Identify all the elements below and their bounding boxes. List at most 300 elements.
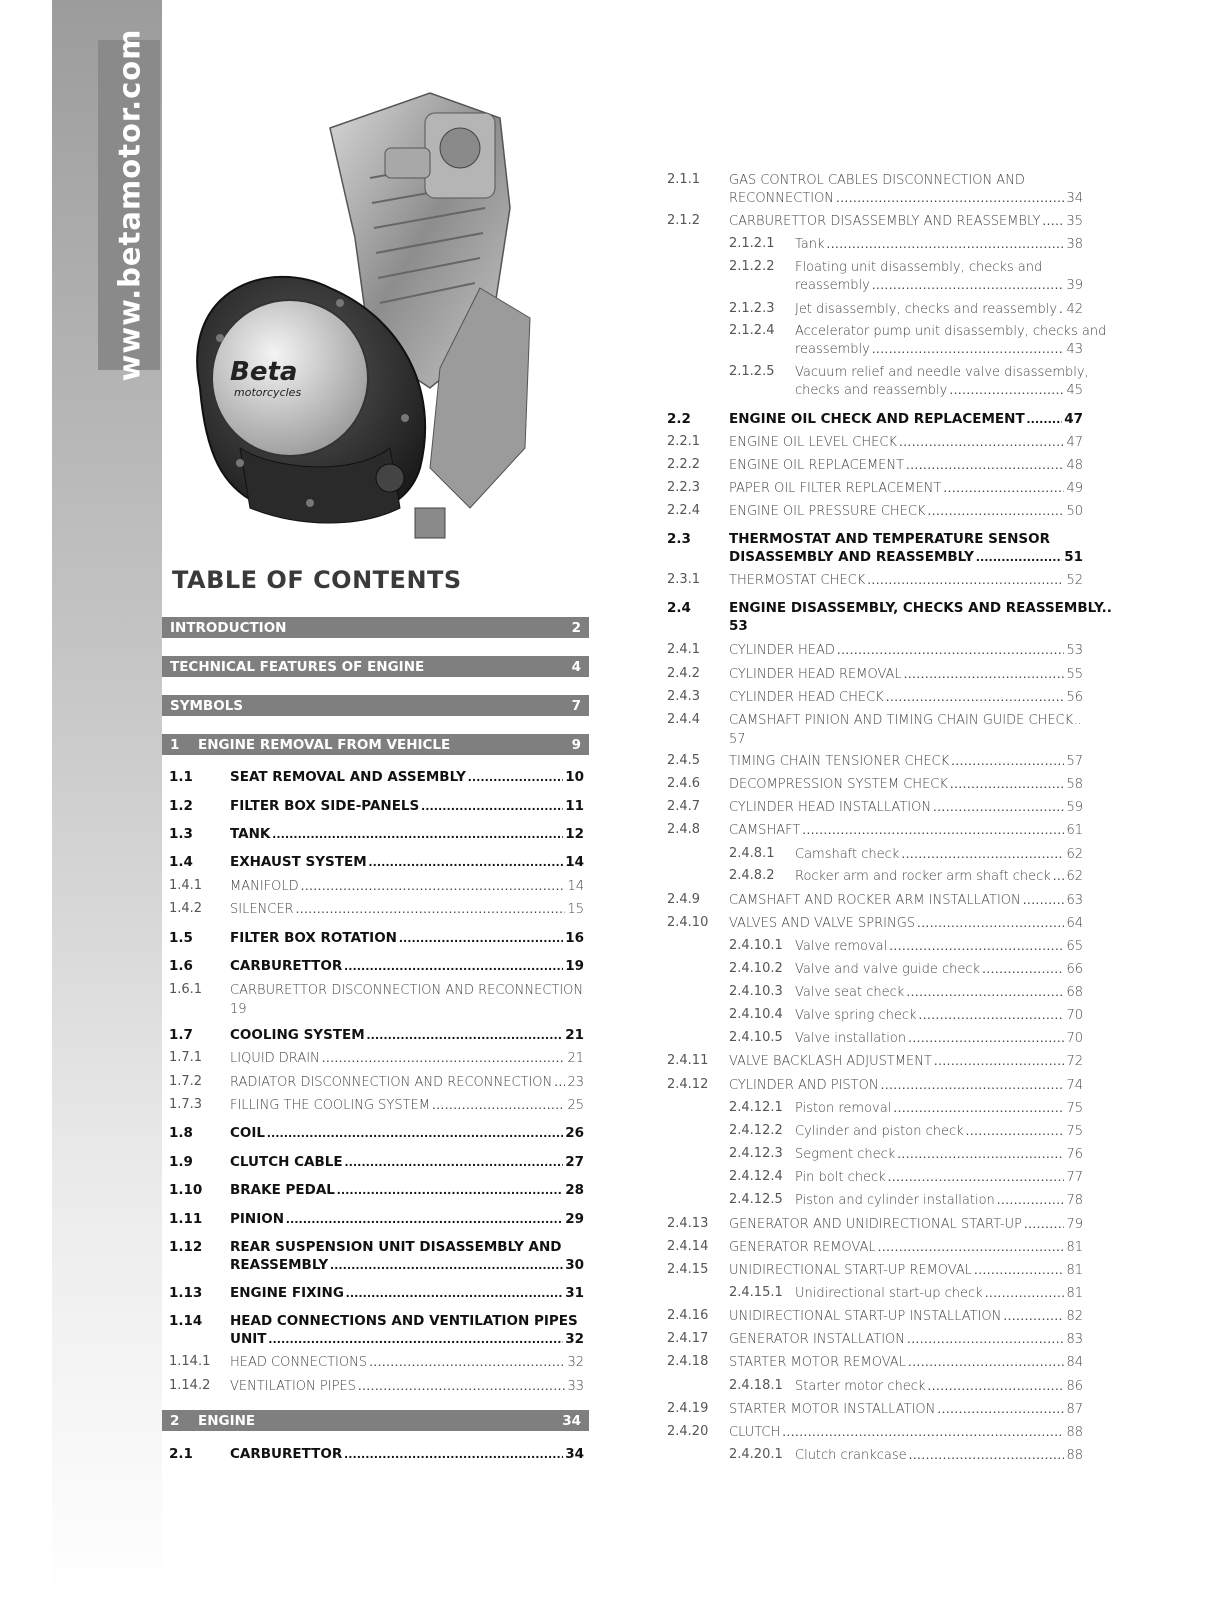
toc-entry-title: FILTER BOX SIDE-PANELS bbox=[230, 798, 420, 814]
toc-entry-page: 83 bbox=[1066, 1332, 1083, 1347]
section-bar-symbols[interactable] bbox=[162, 695, 589, 716]
toc-entry-leader-dots bbox=[901, 845, 1064, 863]
toc-entry-title: CYLINDER HEAD REMOVAL bbox=[729, 667, 902, 682]
toc-entry-leader-dots bbox=[1053, 867, 1065, 885]
toc-entry-number: 1.6.1 bbox=[169, 982, 203, 997]
toc-entry-title-line bbox=[230, 1353, 584, 1372]
toc-entry-number: 1.2 bbox=[169, 798, 193, 814]
toc-entry-title: Starter motor check bbox=[795, 1379, 926, 1394]
toc-entry-title-line bbox=[729, 1307, 1083, 1326]
toc-entry-title: UNIDIRECTIONAL START-UP REMOVAL bbox=[729, 1263, 972, 1278]
toc-entry-page: 31 bbox=[565, 1285, 584, 1301]
toc-entry-text-block bbox=[729, 571, 1083, 590]
toc-entry-leader-dots bbox=[881, 1076, 1065, 1094]
toc-entry-title: Piston removal bbox=[795, 1101, 892, 1116]
toc-entry-text-block bbox=[230, 1124, 584, 1142]
toc-entry-number: 2.4.10.1 bbox=[729, 938, 783, 953]
toc-entry-page: 29 bbox=[565, 1211, 584, 1227]
toc-entry-text-block bbox=[230, 797, 584, 815]
toc-entry-number: 1.12 bbox=[169, 1239, 203, 1255]
toc-entry-title: FILTER BOX ROTATION bbox=[230, 930, 397, 946]
toc-entry-title-line bbox=[729, 433, 1083, 452]
toc-entry-number: 2.4.14 bbox=[667, 1239, 709, 1254]
toc-entry-title: FILLING THE COOLING SYSTEM bbox=[230, 1098, 430, 1113]
toc-entry-title-line bbox=[230, 1445, 584, 1463]
toc-entry-text-block bbox=[729, 599, 1112, 635]
section-bar-technical-features[interactable] bbox=[162, 656, 589, 677]
toc-entry-text-block bbox=[230, 1049, 584, 1068]
toc-entry-title-line bbox=[230, 1284, 584, 1302]
toc-entry-title: CLUTCH CABLE bbox=[230, 1154, 343, 1170]
toc-entry-number: 2.4.3 bbox=[667, 689, 701, 704]
toc-entry-page: 10 bbox=[565, 769, 584, 785]
toc-entry-text-block bbox=[729, 752, 1083, 771]
toc-entry-title-line bbox=[230, 1256, 584, 1274]
toc-entry-page: 53 bbox=[1066, 643, 1083, 658]
toc-entry-title: MANIFOLD bbox=[230, 879, 299, 894]
toc-entry-page: 72 bbox=[1066, 1054, 1083, 1069]
toc-entry-number: 2.4.18.1 bbox=[729, 1378, 783, 1393]
toc-entry-title: SEAT REMOVAL AND ASSEMBLY bbox=[230, 769, 466, 785]
toc-entry-leader-dots bbox=[358, 1377, 566, 1395]
toc-entry-page: 27 bbox=[565, 1154, 584, 1170]
toc-entry-title-line bbox=[795, 1377, 1083, 1396]
toc-entry-number: 2.4 bbox=[667, 600, 691, 616]
toc-entry-page: 62 bbox=[1066, 847, 1083, 862]
toc-entry-number: 2.4.2 bbox=[667, 666, 701, 681]
toc-entry-number: 2.2.1 bbox=[667, 434, 701, 449]
toc-entry-number: 2.1.2.4 bbox=[729, 323, 775, 338]
toc-entry-leader-dots bbox=[369, 1353, 565, 1371]
toc-entry-title-line1 bbox=[795, 322, 1107, 340]
toc-entry-title-line bbox=[230, 768, 584, 786]
toc-entry-title: LIQUID DRAIN bbox=[230, 1051, 320, 1066]
section-bar-number: 2 bbox=[170, 1412, 180, 1429]
toc-entry-leader-dots bbox=[1003, 1307, 1064, 1325]
section-bar-label: ENGINE REMOVAL FROM VEHICLE bbox=[198, 736, 451, 753]
toc-entry-title: ENGINE OIL REPLACEMENT bbox=[729, 458, 905, 473]
toc-entry-text-block bbox=[230, 1210, 584, 1228]
toc-entry-text-block bbox=[795, 867, 1083, 886]
toc-entry-title-line bbox=[729, 665, 1083, 684]
toc-entry-title-line bbox=[795, 1446, 1083, 1465]
toc-entry-leader-dots bbox=[974, 1261, 1064, 1279]
toc-entry-title-line bbox=[729, 1215, 1083, 1234]
toc-entry-title: UNIDIRECTIONAL START-UP INSTALLATION bbox=[729, 1309, 1002, 1324]
toc-entry-title-line1 bbox=[729, 171, 1083, 189]
toc-entry-title-line1 bbox=[230, 1238, 584, 1256]
toc-entry-number: 2.4.12.5 bbox=[729, 1192, 783, 1207]
toc-entry-number: 1.8 bbox=[169, 1125, 193, 1141]
toc-entry-text-block bbox=[729, 914, 1083, 933]
toc-entry-page: 88 bbox=[1066, 1425, 1083, 1440]
toc-entry-leader-dots bbox=[934, 1052, 1065, 1070]
toc-entry-text-block bbox=[795, 983, 1083, 1002]
toc-entry-title: CYLINDER AND PISTON bbox=[729, 1078, 879, 1093]
toc-entry-page: 81 bbox=[1066, 1263, 1083, 1278]
toc-entry-text-block bbox=[795, 258, 1083, 295]
toc-entry-text-block bbox=[795, 1029, 1083, 1048]
toc-entry-leader-dots bbox=[906, 983, 1064, 1001]
toc-entry-text-block bbox=[795, 937, 1083, 956]
toc-entry-title-line bbox=[230, 1181, 584, 1199]
toc-entry-text-block bbox=[729, 530, 1083, 566]
toc-entry-leader-dots bbox=[937, 1400, 1064, 1418]
toc-entry-text-block bbox=[230, 1312, 584, 1348]
toc-entry-title-line bbox=[230, 1330, 584, 1348]
toc-entry-leader-dots bbox=[267, 1124, 563, 1142]
toc-entry-leader-dots bbox=[966, 1122, 1065, 1140]
toc-entry-leader-dots bbox=[782, 1423, 1064, 1441]
toc-entry-title-line1 bbox=[795, 258, 1083, 276]
toc-entry-page: 47 bbox=[1066, 435, 1083, 450]
toc-entry-text-block bbox=[729, 798, 1083, 817]
toc-entry-number: 2.3.1 bbox=[667, 572, 701, 587]
toc-entry-title-line bbox=[230, 1026, 584, 1044]
toc-entry-title-line bbox=[729, 571, 1083, 590]
toc-entry-page: 11 bbox=[565, 798, 584, 814]
toc-entry-leader-dots bbox=[296, 900, 566, 918]
toc-entry-title-line1-text: HEAD CONNECTIONS AND VENTILATION PIPES bbox=[230, 1313, 578, 1329]
toc-entry-leader-dots bbox=[933, 798, 1064, 816]
toc-entry-number: 2.4.20 bbox=[667, 1424, 709, 1439]
toc-entry-title-line bbox=[729, 752, 1083, 771]
toc-entry-page: 47 bbox=[1064, 411, 1083, 427]
toc-entry-title-line1 bbox=[795, 363, 1089, 381]
toc-entry-title-line bbox=[795, 867, 1083, 886]
toc-entry-number: 2.4.13 bbox=[667, 1216, 709, 1231]
toc-entry-leader-dots bbox=[554, 1073, 565, 1091]
section-bar-label: ENGINE bbox=[198, 1412, 256, 1429]
toc-entry-page: 28 bbox=[565, 1182, 584, 1198]
toc-entry-title-line bbox=[795, 340, 1083, 359]
engine-subbrand-logo: motorcycles bbox=[234, 386, 302, 399]
toc-entry-text-block bbox=[230, 1096, 584, 1115]
toc-entry-leader-dots bbox=[950, 775, 1065, 793]
toc-entry-page: 56 bbox=[1066, 690, 1083, 705]
toc-entry-text-block bbox=[729, 1330, 1083, 1349]
toc-entry-title: CARBURETTOR bbox=[230, 1446, 343, 1462]
toc-entry-leader-dots bbox=[286, 1210, 563, 1228]
toc-entry-text-block bbox=[729, 688, 1083, 707]
toc-entry-title-line bbox=[230, 853, 584, 871]
toc-entry-leader-dots bbox=[927, 1377, 1064, 1395]
toc-entry-leader-dots bbox=[837, 641, 1065, 659]
toc-entry-title-line bbox=[795, 300, 1083, 319]
toc-entry-text-block bbox=[729, 212, 1083, 231]
toc-entry-page: 43 bbox=[1066, 342, 1083, 357]
toc-entry-number: 2.4.12.1 bbox=[729, 1100, 783, 1115]
toc-entry-page: 59 bbox=[1066, 800, 1083, 815]
toc-entry-page: 32 bbox=[567, 1355, 584, 1370]
toc-entry-leader-dots bbox=[985, 1284, 1065, 1302]
toc-entry-title: HEAD CONNECTIONS bbox=[230, 1355, 368, 1370]
toc-entry-leader-dots bbox=[951, 752, 1064, 770]
toc-entry-title-line bbox=[795, 845, 1083, 864]
toc-entry-text-block bbox=[230, 1181, 584, 1199]
toc-entry-text-block bbox=[795, 300, 1083, 319]
toc-entry-page: 21 bbox=[567, 1051, 584, 1066]
toc-entry-text-block bbox=[795, 322, 1107, 359]
toc-entry-leader-dots bbox=[344, 1445, 563, 1463]
toc-entry-text-block bbox=[230, 768, 584, 786]
toc-entry-number: 1.4 bbox=[169, 854, 193, 870]
toc-entry-page: 70 bbox=[1066, 1008, 1083, 1023]
toc-entry-page: 33 bbox=[567, 1379, 584, 1394]
toc-entry-number: 2.3 bbox=[667, 531, 691, 547]
toc-entry-number: 1.6 bbox=[169, 958, 193, 974]
toc-entry-leader-dots bbox=[949, 381, 1064, 399]
toc-entry-number: 1.7.1 bbox=[169, 1050, 203, 1065]
toc-entry-number: 2.4.11 bbox=[667, 1053, 709, 1068]
engine-brand-logo: Beta bbox=[230, 357, 298, 387]
toc-entry-title: CARBURETTOR DISCONNECTION AND RECONNECTION bbox=[230, 983, 584, 998]
toc-entry-leader-dots bbox=[301, 877, 566, 895]
toc-entry-title-line bbox=[230, 1377, 584, 1396]
toc-entry-leader-dots bbox=[909, 1446, 1065, 1464]
toc-entry-number: 2.4.1 bbox=[667, 642, 701, 657]
toc-entry-title-line bbox=[230, 1049, 584, 1068]
toc-entry-title: ENGINE OIL CHECK AND REPLACEMENT bbox=[729, 411, 1025, 427]
toc-entry-number: 1.5 bbox=[169, 930, 193, 946]
toc-entry-page: 19 bbox=[565, 958, 584, 974]
toc-entry-title: THERMOSTAT CHECK bbox=[729, 573, 866, 588]
toc-entry-page: 26 bbox=[565, 1125, 584, 1141]
toc-entry-title: UNIT bbox=[230, 1331, 267, 1347]
toc-entry-text-block bbox=[729, 665, 1083, 684]
toc-entry-text-block bbox=[795, 1145, 1083, 1164]
toc-entry-number: 1.14.2 bbox=[169, 1378, 211, 1393]
section-bar-engine-removal[interactable] bbox=[162, 734, 589, 755]
toc-entry-title-line bbox=[729, 711, 1083, 730]
toc-entry-leader-dots bbox=[943, 479, 1064, 497]
section-bar-introduction[interactable] bbox=[162, 617, 589, 638]
toc-entry-page-line bbox=[729, 617, 1083, 635]
toc-entry-title: CAMSHAFT AND ROCKER ARM INSTALLATION bbox=[729, 893, 1021, 908]
toc-entry-title-line bbox=[795, 1168, 1083, 1187]
toc-entry-page: 74 bbox=[1066, 1078, 1083, 1093]
toc-entry-text-block bbox=[230, 1153, 584, 1171]
toc-entry-number: 2.4.8.1 bbox=[729, 846, 775, 861]
toc-entry-page: 84 bbox=[1066, 1355, 1083, 1370]
toc-entry-page: 45 bbox=[1066, 383, 1083, 398]
toc-entry-text-block bbox=[230, 1026, 584, 1044]
toc-entry-title-line1-text: REAR SUSPENSION UNIT DISASSEMBLY AND bbox=[230, 1239, 562, 1255]
toc-entry-title-line bbox=[795, 1029, 1083, 1048]
toc-entry-page: 53 bbox=[729, 618, 748, 634]
toc-entry-page: 77 bbox=[1066, 1170, 1083, 1185]
toc-entry-title: EXHAUST SYSTEM bbox=[230, 854, 367, 870]
toc-entry-page: 88 bbox=[1066, 1448, 1083, 1463]
toc-entry-number: 1.13 bbox=[169, 1285, 203, 1301]
toc-entry-text-block bbox=[729, 479, 1083, 498]
toc-entry-page: 61 bbox=[1066, 823, 1083, 838]
toc-entry-title: Unidirectional start-up check bbox=[795, 1286, 983, 1301]
toc-entry-page: 57 bbox=[1066, 754, 1083, 769]
toc-entry-leader-dots bbox=[906, 456, 1064, 474]
toc-entry-title: CAMSHAFT PINION AND TIMING CHAIN GUIDE CHECK.. bbox=[729, 713, 1082, 728]
toc-entry-title: Segment check bbox=[795, 1147, 896, 1162]
toc-entry-title: Tank bbox=[795, 237, 825, 252]
toc-entry-page: 12 bbox=[565, 826, 584, 842]
toc-entry-title: SILENCER bbox=[230, 902, 294, 917]
section-bar-page: 34 bbox=[562, 1412, 581, 1429]
toc-entry-number: 1.10 bbox=[169, 1182, 203, 1198]
toc-entry-text-block bbox=[230, 1353, 584, 1372]
toc-entry-leader-dots bbox=[976, 548, 1062, 566]
toc-entry-number: 2.4.5 bbox=[667, 753, 701, 768]
toc-entry-leader-dots bbox=[997, 1191, 1065, 1209]
section-bar-engine[interactable] bbox=[162, 1410, 589, 1431]
section-bar-page: 4 bbox=[571, 658, 581, 675]
toc-entry-page: 75 bbox=[1066, 1124, 1083, 1139]
toc-entry-title-line bbox=[230, 900, 584, 919]
toc-entry-number: 2.4.9 bbox=[667, 892, 701, 907]
toc-entry-page: 23 bbox=[567, 1075, 584, 1090]
toc-entry-text-block bbox=[230, 929, 584, 947]
toc-entry-title-line bbox=[729, 641, 1083, 660]
toc-entry-title-line bbox=[729, 502, 1083, 521]
toc-entry-number: 1.7.3 bbox=[169, 1097, 203, 1112]
toc-entry-leader-dots bbox=[1027, 410, 1063, 428]
toc-entry-number: 1.14.1 bbox=[169, 1354, 211, 1369]
toc-entry-title: GENERATOR AND UNIDIRECTIONAL START-UP bbox=[729, 1217, 1022, 1232]
toc-entry-text-block bbox=[795, 1006, 1083, 1025]
toc-entry-number: 1.3 bbox=[169, 826, 193, 842]
side-url[interactable] bbox=[98, 28, 160, 382]
toc-entry-number: 2.4.4 bbox=[667, 712, 701, 727]
toc-entry-title: Cylinder and piston check bbox=[795, 1124, 964, 1139]
toc-entry-number: 1.11 bbox=[169, 1211, 203, 1227]
toc-entry-page: 42 bbox=[1066, 302, 1083, 317]
toc-entry-number: 2.4.7 bbox=[667, 799, 701, 814]
toc-entry-leader-dots bbox=[269, 1330, 564, 1348]
toc-entry-number: 2.4.15 bbox=[667, 1262, 709, 1277]
toc-entry-page: 81 bbox=[1066, 1286, 1083, 1301]
toc-entry-page: 78 bbox=[1066, 1193, 1083, 1208]
toc-entry-text-block bbox=[795, 1446, 1083, 1465]
toc-entry-page: 16 bbox=[565, 930, 584, 946]
toc-entry-number: 1.1 bbox=[169, 769, 193, 785]
toc-entry-title: DISASSEMBLY AND REASSEMBLY bbox=[729, 549, 974, 565]
toc-entry-page-line bbox=[230, 1000, 584, 1019]
toc-entry-number: 2.4.20.1 bbox=[729, 1447, 783, 1462]
toc-entry-title-line bbox=[230, 1124, 584, 1142]
toc-entry-text-block bbox=[230, 1445, 584, 1463]
toc-entry-text-block bbox=[729, 1423, 1083, 1442]
toc-entry-text-block bbox=[795, 1191, 1083, 1210]
toc-entry-title-line bbox=[795, 235, 1083, 254]
toc-entry-text-block bbox=[729, 1353, 1083, 1372]
toc-entry-number: 2.4.8 bbox=[667, 822, 701, 837]
toc-entry-page: 52 bbox=[1066, 573, 1083, 588]
toc-entry-title: Valve removal bbox=[795, 939, 888, 954]
toc-entry-leader-dots bbox=[889, 937, 1064, 955]
toc-entry-page: 39 bbox=[1066, 278, 1083, 293]
toc-entry-title-line1 bbox=[230, 1312, 584, 1330]
toc-entry-title: STARTER MOTOR INSTALLATION bbox=[729, 1402, 936, 1417]
toc-entry-title: ENGINE OIL LEVEL CHECK bbox=[729, 435, 897, 450]
toc-entry-leader-dots bbox=[399, 929, 563, 947]
toc-entry-title-line bbox=[729, 479, 1083, 498]
toc-entry-page: 51 bbox=[1064, 549, 1083, 565]
toc-entry-title-line bbox=[729, 914, 1083, 933]
toc-entry-number: 1.4.1 bbox=[169, 878, 203, 893]
toc-entry-number: 2.2.4 bbox=[667, 503, 701, 518]
toc-entry-text-block bbox=[729, 1307, 1083, 1326]
toc-entry-title: Clutch crankcase bbox=[795, 1448, 907, 1463]
toc-entry-leader-dots bbox=[917, 914, 1064, 932]
toc-entry-title: Piston and cylinder installation bbox=[795, 1193, 995, 1208]
toc-entry-text-block bbox=[795, 960, 1083, 979]
toc-entry-title-line bbox=[729, 599, 1112, 617]
toc-entry-number: 2.4.12.4 bbox=[729, 1169, 783, 1184]
toc-entry-title: CLUTCH bbox=[729, 1425, 781, 1440]
toc-entry-title-line bbox=[230, 1210, 584, 1228]
toc-entry-leader-dots bbox=[346, 1284, 563, 1302]
toc-entry-number: 2.4.12.3 bbox=[729, 1146, 783, 1161]
toc-entry-page: 30 bbox=[565, 1257, 584, 1273]
toc-entry-title: TANK bbox=[230, 826, 271, 842]
toc-entry-text-block bbox=[729, 1400, 1083, 1419]
toc-entry-title: STARTER MOTOR REMOVAL bbox=[729, 1355, 906, 1370]
toc-entry-page: 87 bbox=[1066, 1402, 1083, 1417]
toc-entry-leader-dots bbox=[322, 1049, 566, 1067]
toc-entry-text-block bbox=[230, 981, 584, 1019]
toc-entry-title: REASSEMBLY bbox=[230, 1257, 329, 1273]
toc-entry-title-line bbox=[729, 798, 1083, 817]
toc-entry-title: Valve and valve guide check bbox=[795, 962, 981, 977]
toc-entry-title: reassembly bbox=[795, 278, 870, 293]
toc-entry-leader-dots bbox=[867, 571, 1064, 589]
toc-entry-page: 76 bbox=[1066, 1147, 1083, 1162]
toc-entry-leader-dots bbox=[888, 1168, 1065, 1186]
toc-entry-leader-dots bbox=[878, 1238, 1065, 1256]
toc-entry-number: 1.9 bbox=[169, 1154, 193, 1170]
toc-entry-title: PINION bbox=[230, 1211, 285, 1227]
side-url-text: www.betamotor.com bbox=[112, 28, 146, 382]
toc-entry-leader-dots bbox=[908, 1029, 1064, 1047]
toc-entry-page: 49 bbox=[1066, 481, 1083, 496]
toc-entry-page: 14 bbox=[565, 854, 584, 870]
toc-entry-leader-dots bbox=[908, 1353, 1065, 1371]
toc-entry-text-block bbox=[230, 1238, 584, 1274]
toc-entry-number: 2.1.2.5 bbox=[729, 364, 775, 379]
toc-entry-title-line bbox=[729, 189, 1083, 208]
toc-entry-text-block bbox=[795, 1168, 1083, 1187]
toc-entry-page: 35 bbox=[1066, 214, 1083, 229]
toc-entry-title-line bbox=[795, 381, 1083, 400]
toc-entry-text-block bbox=[230, 1377, 584, 1396]
toc-entry-page: 50 bbox=[1066, 504, 1083, 519]
toc-entry-number: 2.2.3 bbox=[667, 480, 701, 495]
toc-title: TABLE OF CONTENTS bbox=[172, 566, 462, 594]
toc-entry-title-line bbox=[795, 1284, 1083, 1303]
toc-entry-title-line bbox=[729, 212, 1083, 231]
toc-entry-page: 32 bbox=[565, 1331, 584, 1347]
toc-entry-number: 2.2.2 bbox=[667, 457, 701, 472]
toc-entry-leader-dots bbox=[928, 502, 1065, 520]
toc-entry-text-block bbox=[795, 845, 1083, 864]
toc-entry-title-line bbox=[230, 1153, 584, 1171]
toc-entry-page: 82 bbox=[1066, 1309, 1083, 1324]
toc-entry-title: Camshaft check bbox=[795, 847, 900, 862]
toc-entry-page: 25 bbox=[567, 1098, 584, 1113]
engine-image bbox=[180, 88, 565, 558]
toc-entry-leader-dots bbox=[1023, 891, 1065, 909]
toc-entry-page: 68 bbox=[1066, 985, 1083, 1000]
toc-entry-number: 2.2 bbox=[667, 411, 691, 427]
